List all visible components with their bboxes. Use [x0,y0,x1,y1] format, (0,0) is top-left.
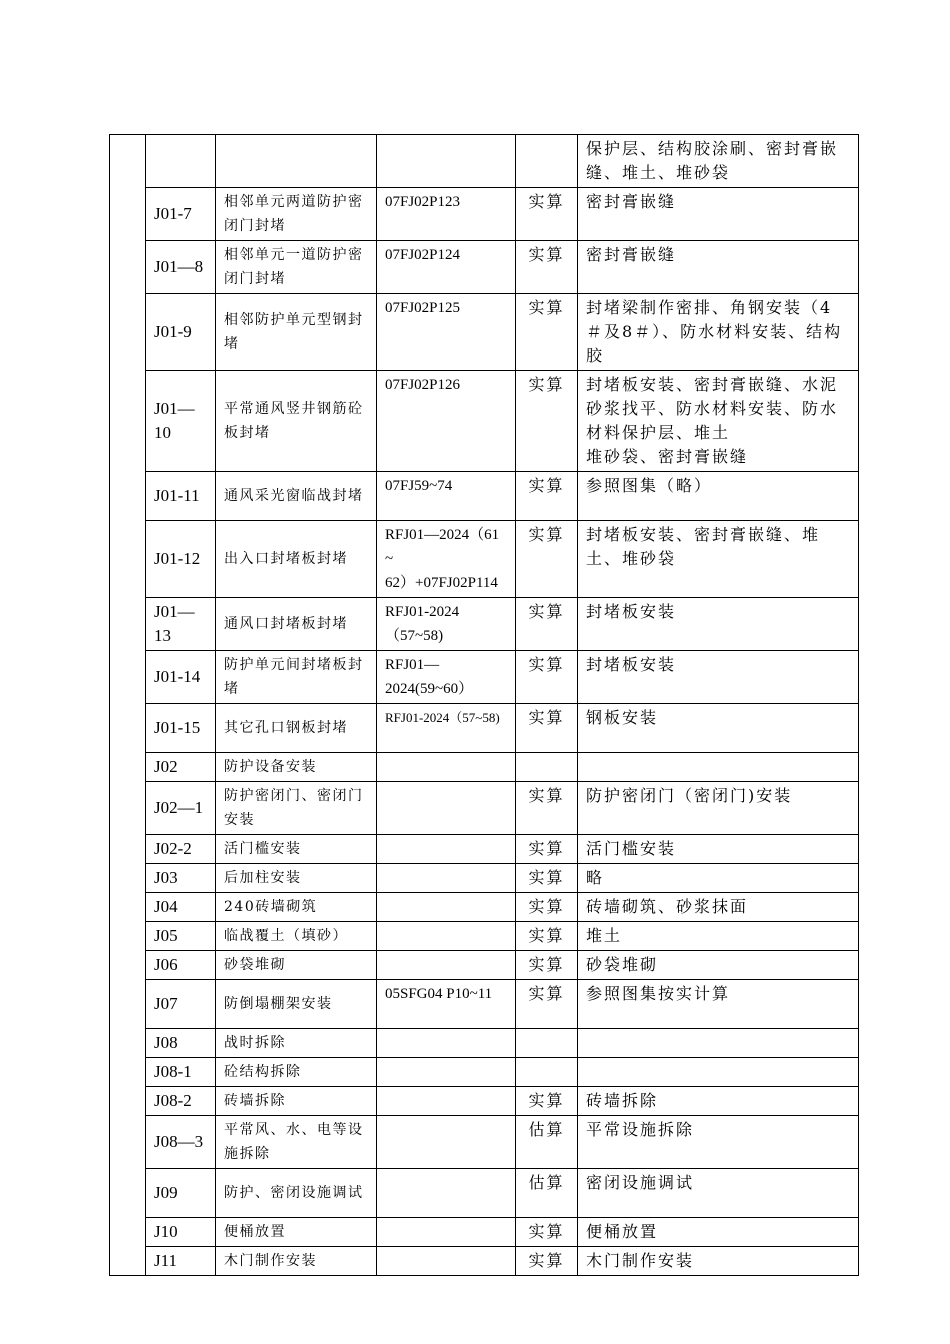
method-cell: 实算 [516,472,578,521]
description-cell: 活门槛安装 [578,835,859,864]
item-code-cell: J08-2 [146,1087,216,1116]
reference-cell [377,135,516,188]
reference-cell: 07FJ02P126 [377,371,516,472]
method-cell: 实算 [516,1218,578,1247]
item-name-cell: 战时拆除 [216,1029,377,1058]
reference-cell [377,922,516,951]
item-code-cell: J11 [146,1247,216,1276]
method-cell: 实算 [516,598,578,651]
item-name-cell: 防护、密闭设施调试 [216,1169,377,1218]
item-code-cell: J03 [146,864,216,893]
table-row [110,1029,859,1058]
method-cell: 实算 [516,188,578,241]
method-cell: 实算 [516,1087,578,1116]
description-cell: 密封膏嵌缝 [578,188,859,241]
item-name-cell: 出入口封堵板封堵 [216,521,377,598]
table-row [110,1247,859,1276]
method-cell: 实算 [516,294,578,371]
reference-cell [377,1058,516,1087]
method-cell: 实算 [516,651,578,704]
works-table [109,134,859,1276]
method-cell: 实算 [516,1247,578,1276]
description-cell: 平常设施拆除 [578,1116,859,1169]
method-cell: 实算 [516,835,578,864]
item-name-cell: 防倒塌棚架安装 [216,980,377,1029]
item-name-cell: 木门制作安装 [216,1247,377,1276]
description-cell [578,753,859,782]
reference-cell [377,951,516,980]
description-cell: 砖墙砌筑、砂浆抹面 [578,893,859,922]
item-name-cell: 240砖墙砌筑 [216,893,377,922]
item-name-cell: 平常通风竖井钢筋砼板封堵 [216,371,377,472]
table-row [110,782,859,835]
method-cell: 实算 [516,704,578,753]
description-cell: 钢板安装 [578,704,859,753]
table-row [110,753,859,782]
item-name-cell: 通风口封堵板封堵 [216,598,377,651]
item-code-cell [146,135,216,188]
description-cell: 砂袋堆砌 [578,951,859,980]
item-name-cell [216,135,377,188]
method-cell [516,753,578,782]
item-code-cell: J01-12 [146,521,216,598]
reference-cell: 05SFG04 P10~11 [377,980,516,1029]
description-cell: 封堵板安装、密封膏嵌缝、堆土、堆砂袋 [578,521,859,598]
description-cell: 封堵梁制作密排、角钢安装（4＃及8＃）、防水材料安装、结构胶 [578,294,859,371]
item-name-cell: 通风采光窗临战封堵 [216,472,377,521]
table-row [110,241,859,294]
item-code-cell: J01-15 [146,704,216,753]
description-cell: 保护层、结构胶涂刷、密封膏嵌缝、堆土、堆砂袋 [578,135,859,188]
method-cell: 实算 [516,371,578,472]
section-column [110,135,146,1276]
item-name-cell: 相邻单元一道防护密闭门封堵 [216,241,377,294]
table-row [110,371,859,472]
item-code-cell: J08-1 [146,1058,216,1087]
table-row [110,835,859,864]
item-name-cell: 相邻单元两道防护密闭门封堵 [216,188,377,241]
method-cell: 实算 [516,893,578,922]
item-name-cell: 砼结构拆除 [216,1058,377,1087]
table-row [110,651,859,704]
item-code-cell: J01—8 [146,241,216,294]
description-cell: 木门制作安装 [578,1247,859,1276]
reference-cell: 07FJ02P124 [377,241,516,294]
item-code-cell: J01-7 [146,188,216,241]
table-row [110,188,859,241]
description-cell: 便桶放置 [578,1218,859,1247]
item-code-cell: J09 [146,1169,216,1218]
table-row [110,864,859,893]
table-row [110,1169,859,1218]
item-name-cell: 临战覆土（填砂） [216,922,377,951]
item-code-cell: J04 [146,893,216,922]
table-row [110,1058,859,1087]
item-code-cell: J01—13 [146,598,216,651]
description-cell [578,1029,859,1058]
reference-cell: 07FJ02P125 [377,294,516,371]
reference-cell: RFJ01—2024（61 ~ 62）+07FJ02P114 [377,521,516,598]
table-row [110,135,859,188]
method-cell: 实算 [516,241,578,294]
item-code-cell: J02-2 [146,835,216,864]
description-cell: 略 [578,864,859,893]
reference-cell [377,1087,516,1116]
item-code-cell: J07 [146,980,216,1029]
reference-cell [377,1218,516,1247]
reference-cell [377,1169,516,1218]
reference-cell [377,753,516,782]
description-cell: 封堵板安装 [578,598,859,651]
item-name-cell: 活门槛安装 [216,835,377,864]
description-cell: 堆土 [578,922,859,951]
method-cell: 实算 [516,521,578,598]
reference-cell: 07FJ02P123 [377,188,516,241]
item-name-cell: 砂袋堆砌 [216,951,377,980]
method-cell: 实算 [516,980,578,1029]
item-code-cell: J01-11 [146,472,216,521]
method-cell: 实算 [516,864,578,893]
description-cell: 封堵板安装 [578,651,859,704]
item-code-cell: J05 [146,922,216,951]
item-code-cell: J08 [146,1029,216,1058]
method-cell [516,135,578,188]
reference-cell: RFJ01—2024(59~60） [377,651,516,704]
method-cell: 估算 [516,1169,578,1218]
description-cell: 防护密闭门（密闭门)安装 [578,782,859,835]
table-row [110,922,859,951]
reference-cell: RFJ01-2024（57~58) [377,704,516,753]
description-cell: 砖墙拆除 [578,1087,859,1116]
item-name-cell: 防护密闭门、密闭门安装 [216,782,377,835]
item-name-cell: 防护设备安装 [216,753,377,782]
description-cell [578,1058,859,1087]
item-name-cell: 平常风、水、电等设施拆除 [216,1116,377,1169]
item-code-cell: J02—1 [146,782,216,835]
table-row [110,1087,859,1116]
reference-cell: 07FJ59~74 [377,472,516,521]
method-cell: 实算 [516,922,578,951]
reference-cell [377,864,516,893]
reference-cell [377,782,516,835]
description-cell: 参照图集（略） [578,472,859,521]
table-row [110,951,859,980]
reference-cell [377,1116,516,1169]
method-cell [516,1058,578,1087]
description-cell: 密闭设施调试 [578,1169,859,1218]
item-name-cell: 相邻防护单元型钢封堵 [216,294,377,371]
item-name-cell: 便桶放置 [216,1218,377,1247]
reference-cell [377,835,516,864]
table-row [110,521,859,598]
item-code-cell: J08—3 [146,1116,216,1169]
table-row [110,704,859,753]
method-cell: 估算 [516,1116,578,1169]
reference-cell [377,1247,516,1276]
table-row [110,1218,859,1247]
reference-cell [377,1029,516,1058]
table-row [110,980,859,1029]
description-cell: 密封膏嵌缝 [578,241,859,294]
item-name-cell: 砖墙拆除 [216,1087,377,1116]
item-code-cell: J10 [146,1218,216,1247]
description-cell: 参照图集按实计算 [578,980,859,1029]
item-name-cell: 后加柱安装 [216,864,377,893]
item-code-cell: J02 [146,753,216,782]
item-code-cell: J01—10 [146,371,216,472]
description-cell: 封堵板安装、密封膏嵌缝、水泥砂浆找平、防水材料安装、防水材料保护层、堆土 堆砂袋、密封膏嵌缝 [578,371,859,472]
table-row [110,598,859,651]
item-name-cell: 防护单元间封堵板封堵 [216,651,377,704]
method-cell: 实算 [516,782,578,835]
reference-cell: RFJ01-2024（57~58) [377,598,516,651]
item-name-cell: 其它孔口钢板封堵 [216,704,377,753]
table-row [110,472,859,521]
table-row [110,294,859,371]
item-code-cell: J06 [146,951,216,980]
table-row [110,893,859,922]
method-cell [516,1029,578,1058]
reference-cell [377,893,516,922]
table-row [110,1116,859,1169]
method-cell: 实算 [516,951,578,980]
item-code-cell: J01-14 [146,651,216,704]
item-code-cell: J01-9 [146,294,216,371]
